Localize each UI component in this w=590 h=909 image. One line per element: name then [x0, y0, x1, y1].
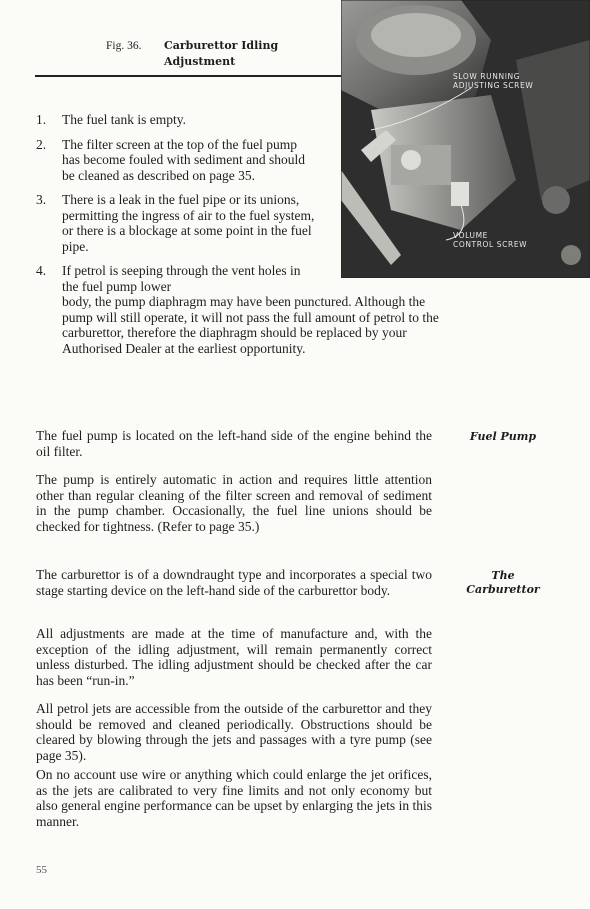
figure-title-line1: Carburettor Idling	[164, 39, 279, 52]
volume-control-callout	[453, 231, 527, 249]
list-text: The fuel tank is empty.	[62, 112, 186, 127]
list-text: The filter screen at the top of the fuel pump has become fouled with sediment and should be cleaned as described on page 35.	[62, 136, 305, 183]
list-number: 4.	[36, 263, 47, 278]
figure-caption	[106, 38, 336, 69]
side-heading-line: The	[491, 569, 515, 582]
caption-rule	[35, 75, 341, 77]
list-number: 1.	[36, 112, 47, 127]
callout-line: ADJUSTING SCREW	[453, 81, 534, 90]
carburettor-para-4: On no account use wire or anything which could enlarge the jet orifices, as the jets are calibrated to very fine limits and not only economy but also general engine performance can be upset by enlarging the jets in this manner.	[36, 767, 432, 829]
list-item	[36, 263, 448, 356]
slow-running-callout	[453, 72, 533, 90]
page-number: 55	[36, 864, 47, 876]
figure-title-line2: Adjustment	[164, 55, 236, 68]
fuel-pump-side-heading: Fuel Pump	[469, 430, 537, 443]
list-item	[36, 112, 317, 128]
carburettor-para-3: All petrol jets are accessible from the outside of the carburettor and they should be removed and cleaned periodically. Obstructions should be cleared by blowing through the jets and passages with a tyre pump (see page 35).	[36, 701, 432, 763]
callout-line: CONTROL SCREW	[453, 240, 528, 249]
list-text: There is a leak in the fuel pipe or its unions, permitting the ingress of air to the fuel system, or there is a blockage at some point in the fuel pipe.	[62, 192, 315, 254]
carburettor-side-heading	[448, 569, 558, 597]
list-number: 3.	[36, 192, 47, 207]
callout-line: VOLUME	[453, 231, 489, 240]
list-text: If petrol is seeping through the vent holes in the fuel pump lower	[62, 263, 301, 294]
list-number: 2.	[36, 136, 47, 152]
list-item	[36, 192, 317, 254]
carburettor-para-1: The carburettor is of a downdraught type and incorporates a special two stage starting device on the left-hand side of the carburettor body.	[36, 567, 432, 598]
list-item	[36, 137, 317, 184]
list-text-continued: body, the pump diaphragm may have been punctured. Although the pump will still operate, it will not pass the full amount of petrol to the carburettor, therefore the diaphragm should be replaced by your Authorised Dealer at the earliest opportunity.	[62, 294, 439, 356]
fault-list	[36, 112, 448, 365]
carburettor-para-2: All adjustments are made at the time of manufacture and, with the exception of the idling adjustment, will remain permanently correct unless disturbed. The idling adjustment should be checked after the car has been “run-in.”	[36, 626, 432, 688]
figure-number: Fig. 36.	[106, 40, 142, 52]
side-heading-line: Carburettor	[466, 583, 540, 596]
fuel-pump-para-1: The fuel pump is located on the left-hand side of the engine behind the oil filter.	[36, 428, 432, 459]
fuel-pump-para-2: The pump is entirely automatic in action and requires little attention other than regular cleaning of the filter screen and removal of sediment in the pump chamber. Occasionally, the fuel line unions should be checked for tightness. (Refer to page 35.)	[36, 472, 432, 534]
callout-line: SLOW RUNNING	[453, 72, 521, 81]
